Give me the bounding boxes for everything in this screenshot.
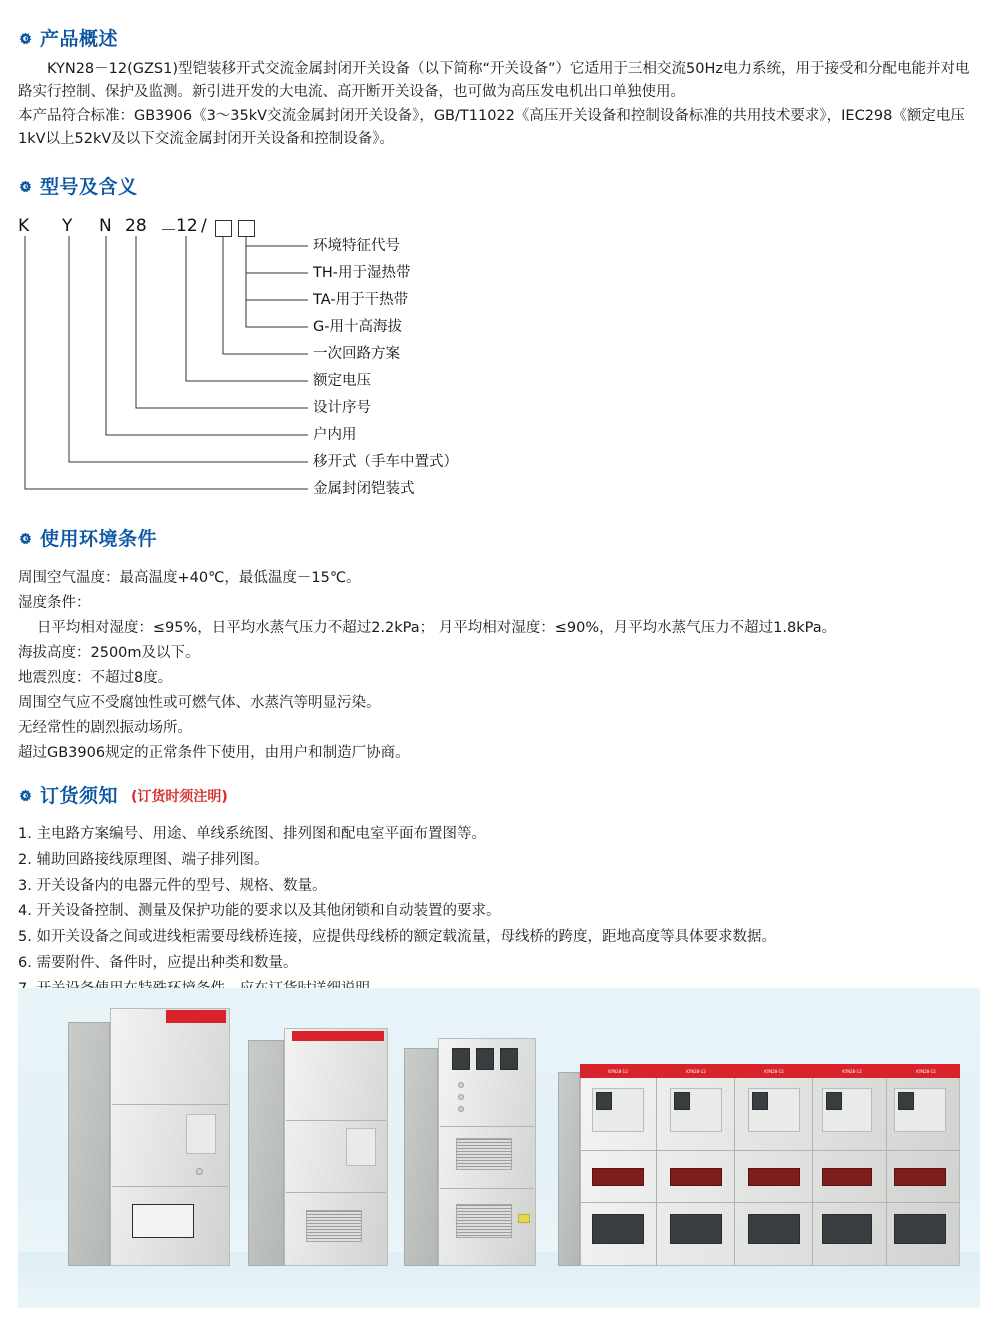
cabinet-c-vent-1 bbox=[456, 1138, 512, 1170]
env-line-6: 无经常性的剧烈振动场所。 bbox=[18, 719, 192, 736]
env-line-3: 海拔高度：2500m及以下。 bbox=[18, 644, 200, 661]
section-title: 使用环境条件 bbox=[40, 528, 158, 550]
env-line-7: 超过GB3906规定的正常条件下使用，由用户和制造厂协商。 bbox=[18, 744, 410, 761]
order-item-5: 5. 如开关设备之间或进线柜需要母线桥连接，应提供母线桥的额定载流量，母线桥的跨度，距地高度等具体要求数据。 bbox=[18, 929, 776, 946]
section-heading-overview bbox=[18, 30, 118, 49]
model-label-7: 户内用 bbox=[313, 427, 357, 443]
code-char-Y: Y bbox=[62, 216, 73, 236]
cabinet-b-side bbox=[248, 1040, 284, 1266]
cabinet-lineup bbox=[580, 1064, 960, 1266]
order-item-1: 1. 主电路方案编号、用途、单线系统图、排列图和配电室平面布置图等。 bbox=[18, 826, 486, 842]
section-title: 型号及含义 bbox=[40, 176, 138, 198]
cabinet-c-instrument-2 bbox=[476, 1048, 494, 1070]
cabinet-c-vent-2 bbox=[456, 1204, 512, 1238]
order-item-2: 2. 辅助回路接线原理图、端子排列图。 bbox=[18, 851, 269, 868]
section-heading-model bbox=[18, 178, 138, 197]
cabinet-b-meter-window bbox=[346, 1128, 376, 1166]
cabinet-c-divider-1 bbox=[440, 1126, 534, 1127]
model-label-0: 环境特征代号 bbox=[313, 238, 400, 254]
cabinet-a-lower-window bbox=[132, 1204, 194, 1238]
section-heading-order bbox=[18, 786, 228, 806]
lineup-label-3: KYN28-12 bbox=[764, 1069, 784, 1074]
cabinet-a-divider-2 bbox=[112, 1186, 228, 1187]
lineup-label-1: KYN28-12 bbox=[608, 1069, 628, 1074]
lineup-bay4-lower-door bbox=[822, 1214, 872, 1244]
env-line-0: 周围空气温度：最高温度+40℃，最低温度－15℃。 bbox=[18, 570, 361, 586]
gear-icon bbox=[18, 789, 33, 804]
model-label-2: TA-用于干热带 bbox=[313, 292, 409, 308]
env-line-5: 周围空气应不受腐蚀性或可燃气体、水蒸汽等明显污染。 bbox=[18, 694, 381, 711]
overview-paragraph-2: 本产品符合标准：GB3906《3～35kV交流金属封闭开关设备》，GB/T11022《高压开关设备和控制设备标准的共用技术要求》，IEC298《额定电压1kV以上52kV及以下交流金属封闭开关设备和控制设备》。 bbox=[18, 107, 965, 148]
cabinet-c-button-2 bbox=[458, 1094, 464, 1100]
model-label-1: TH-用于湿热带 bbox=[313, 265, 411, 281]
cabinet-a-meter-window bbox=[186, 1114, 216, 1154]
overview-body bbox=[18, 58, 980, 152]
cabinet-a-button-1 bbox=[196, 1168, 203, 1175]
lineup-label-5: KYN28-12 bbox=[916, 1069, 936, 1074]
cabinet-a-red-header bbox=[166, 1010, 226, 1023]
model-label-9: 金属封闭铠装式 bbox=[313, 481, 415, 497]
cabinet-a-divider-1 bbox=[112, 1104, 228, 1105]
cabinet-c-instrument-1 bbox=[452, 1048, 470, 1070]
section-title: 订货须知 bbox=[40, 784, 119, 807]
cabinet-b-divider-2 bbox=[286, 1192, 386, 1193]
lineup-bay2-meter bbox=[670, 1168, 722, 1186]
code-char-12: 12 bbox=[176, 216, 198, 236]
lineup-bay5-relay bbox=[898, 1092, 914, 1110]
model-label-5: 额定电压 bbox=[313, 373, 371, 389]
cabinet-c-button-1 bbox=[458, 1082, 464, 1088]
code-char-N: N bbox=[99, 216, 112, 236]
env-line-2: 日平均相对湿度：≤95%，日平均水蒸气压力不超过2.2kPa； 月平均相对湿度：≤90%，月平均水蒸气压力不超过1.8kPa。 bbox=[36, 619, 837, 636]
lineup-bay4-meter bbox=[822, 1168, 872, 1186]
section-heading-environment bbox=[18, 530, 157, 549]
cabinet-a bbox=[110, 1008, 230, 1266]
code-box-1 bbox=[215, 220, 232, 237]
overview-paragraph-1: KYN28－12(GZS1)型铠装移开式交流金属封闭开关设备（以下简称“开关设备”）它适用于三相交流50Hz电力系统，用于接受和分配电能并对电路实行控制、保护及监测。新引进开发的大电流、高开断开关设备，也可做为高压发电机出口单独使用。 bbox=[18, 61, 970, 101]
order-item-4: 4. 开关设备控制、测量及保护功能的要求以及其他闭锁和自动装置的要求。 bbox=[18, 903, 501, 920]
gear-icon bbox=[18, 180, 33, 195]
gear-icon bbox=[18, 532, 33, 547]
order-item-6: 6. 需要附件、备件时，应提出种类和数量。 bbox=[18, 954, 298, 971]
lineup-bay5-meter bbox=[894, 1168, 946, 1186]
code-char-28: 28 bbox=[125, 216, 147, 236]
section-subtitle: (订货时须注明) bbox=[131, 789, 228, 805]
lineup-seam-2 bbox=[734, 1078, 735, 1266]
lineup-label-2: KYN28-12 bbox=[686, 1069, 706, 1074]
lineup-seam-4 bbox=[886, 1078, 887, 1266]
lineup-bay3-meter bbox=[748, 1168, 800, 1186]
cabinet-a-side bbox=[68, 1022, 110, 1266]
code-box-2 bbox=[238, 220, 255, 237]
model-label-4: 一次回路方案 bbox=[313, 346, 400, 362]
lineup-label-4: KYN28-12 bbox=[842, 1069, 862, 1074]
env-line-4: 地震烈度：不超过8度。 bbox=[18, 669, 173, 686]
code-char-slash: / bbox=[201, 216, 207, 236]
lineup-bay1-meter bbox=[592, 1168, 644, 1186]
code-char-K: K bbox=[18, 216, 30, 236]
code-char-dash: － bbox=[160, 221, 177, 241]
lineup-bay5-lower-door bbox=[894, 1214, 946, 1244]
environment-body bbox=[18, 566, 978, 766]
order-notes-list bbox=[18, 822, 978, 1003]
section-title: 产品概述 bbox=[40, 28, 119, 50]
model-code-diagram bbox=[10, 212, 710, 512]
cabinet-c-instrument-3 bbox=[500, 1048, 518, 1070]
lineup-bay1-relay bbox=[596, 1092, 612, 1110]
model-label-6: 设计序号 bbox=[313, 400, 371, 416]
lineup-bay2-relay bbox=[674, 1092, 690, 1110]
cabinet-c-divider-2 bbox=[440, 1188, 534, 1189]
lineup-bay3-lower-door bbox=[748, 1214, 800, 1244]
lineup-seam-3 bbox=[812, 1078, 813, 1266]
lineup-bay3-relay bbox=[752, 1092, 768, 1110]
lineup-bay1-lower-door bbox=[592, 1214, 644, 1244]
gear-icon bbox=[18, 32, 33, 47]
cabinet-c-side bbox=[404, 1048, 438, 1266]
cabinet-b-divider-1 bbox=[286, 1120, 386, 1121]
model-label-3: G-用十高海拔 bbox=[313, 319, 402, 335]
cabinet-b-red-header bbox=[292, 1031, 384, 1041]
env-line-1: 湿度条件： bbox=[18, 594, 91, 611]
lineup-side bbox=[558, 1072, 580, 1266]
cabinet-b bbox=[284, 1028, 388, 1266]
lineup-divider-1 bbox=[580, 1150, 960, 1151]
lineup-divider-2 bbox=[580, 1202, 960, 1203]
cabinet-c-warning-label bbox=[518, 1214, 530, 1223]
lineup-bay2-lower-door bbox=[670, 1214, 722, 1244]
model-label-8: 移开式（手车中置式） bbox=[313, 454, 458, 470]
lineup-seam-1 bbox=[656, 1078, 657, 1266]
cabinet-b-vent bbox=[306, 1210, 362, 1242]
order-item-3: 3. 开关设备内的电器元件的型号、规格、数量。 bbox=[18, 877, 327, 894]
cabinet-c bbox=[438, 1038, 536, 1266]
lineup-bay4-relay bbox=[826, 1092, 842, 1110]
switchgear-cabinets-photo bbox=[18, 988, 980, 1308]
cabinet-c-button-3 bbox=[458, 1106, 464, 1112]
